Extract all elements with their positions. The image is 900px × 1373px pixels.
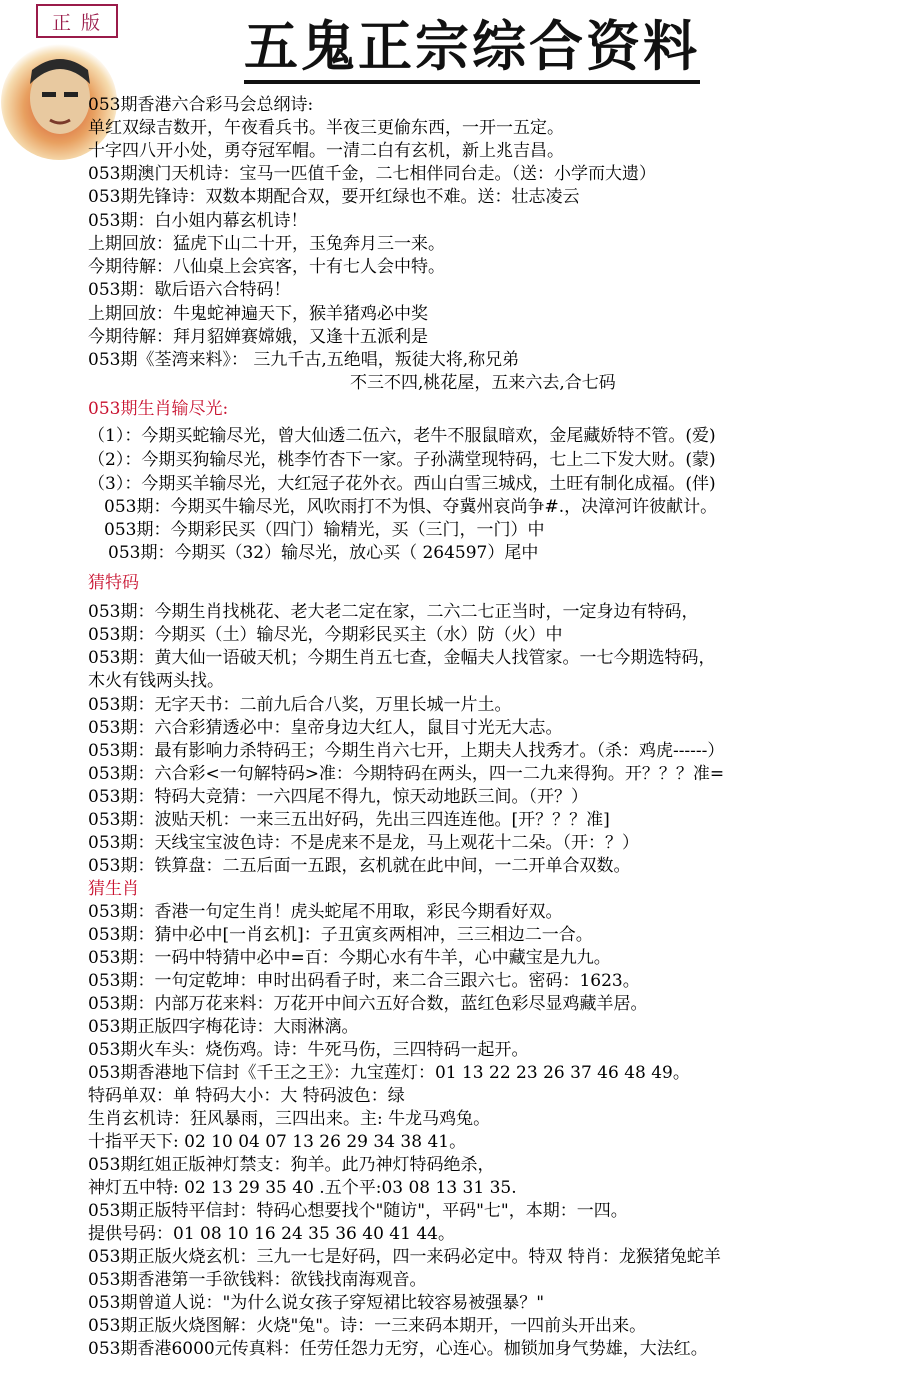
text-line: 053期红姐正版神灯禁支：狗羊。此乃神灯特码绝杀，	[88, 1155, 495, 1175]
text-line: 053期香港6000元传真料：任劳任怨力无穷，心连心。枷锁加身气势雄，大法红。	[88, 1339, 708, 1359]
text-line: 十指平天下: 02 10 04 07 13 26 29 34 38 41。	[88, 1132, 467, 1152]
text-line: 不三不四,桃花屋，五来六去,合七码	[350, 373, 616, 393]
text-line: 053期：歇后语六合特码！	[88, 280, 291, 300]
text-line: 053期曾道人说："为什么说女孩子穿短裙比较容易被强暴？"	[88, 1293, 545, 1313]
text-line: （3）：今期买羊输尽光，大红冠子花外衣。西山白雪三城戍，土旺有制化成福。(伴)	[88, 474, 716, 494]
text-line: 053期：一句定乾坤：申时出码看子时，来二合三跟六七。密码：1623。	[88, 971, 640, 991]
text-line: 053期正版特平信封：特码心想要找个"随访"，平码"七"，本期：一四。	[88, 1201, 628, 1221]
section-heading: 053期生肖输尽光:	[88, 399, 229, 419]
text-line: 053期火车头：烧伤鸡。诗：牛死马伤，三四特码一起开。	[88, 1040, 529, 1060]
text-line: 053期正版火烧玄机：三九一七是好码，四一来码必定中。特双 特肖：龙猴猪兔蛇羊	[88, 1247, 721, 1267]
text-line: 053期：今期买牛输尽光，风吹雨打不为惧、夺冀州哀尚争#.，决漳河许彼献计。	[104, 497, 718, 517]
text-line: 053期香港六合彩马会总纲诗:	[88, 95, 314, 115]
edition-badge: 正 版	[36, 4, 118, 38]
text-line: 十字四八开小处，勇夺冠军帽。一清二白有玄机，新上兆吉昌。	[88, 141, 564, 161]
text-line: 053期：香港一句定生肖！虎头蛇尾不用取，彩民今期看好双。	[88, 902, 563, 922]
text-line: 053期：内部万花来料：万花开中间六五好合数，蓝红色彩尽显鸡藏羊居。	[88, 994, 648, 1014]
text-line: 神灯五中特: 02 13 29 35 40 .五个平:03 08 13 31 35.	[88, 1178, 517, 1198]
text-line: （1）：今期买蛇输尽光，曾大仙透二伍六，老牛不服鼠暗欢，金尾藏娇特不管。(爱)	[88, 426, 716, 446]
text-line: 053期：六合彩猜透必中：皇帝身边大红人，鼠目寸光无大志。	[88, 718, 563, 738]
text-line: 053期先锋诗：双数本期配合双，要开红绿也不难。送：壮志凌云	[88, 187, 580, 207]
text-line: 上期回放：猛虎下山二十开，玉兔奔月三一来。	[88, 234, 445, 254]
text-line: 053期：今期买（土）输尽光，今期彩民买主（水）防（火）中	[88, 625, 563, 645]
text-line: 053期：白小姐内幕玄机诗！	[88, 211, 308, 231]
text-line: 提供号码：01 08 10 16 24 35 36 40 41 44。	[88, 1224, 455, 1244]
text-line: 单红双绿吉数开，午夜看兵书。半夜三更偷东西，一开一五定。	[88, 118, 564, 138]
section-heading: 猜生肖	[88, 879, 139, 899]
text-line: 053期：特码大竞猜：一六四尾不得九，惊天动地跃三间。（开？）	[88, 787, 588, 807]
text-line: 木火有钱两头找。	[88, 671, 224, 691]
text-line: 053期：天线宝宝波色诗：不是虎来不是龙，马上观花十二朵。（开：？）	[88, 833, 639, 853]
text-line: 053期《荃湾来料》： 三九千古,五绝唱，叛徒大将,称兄弟	[88, 350, 520, 370]
text-line: 053期：黄大仙一语破天机；今期生肖五七查，金幅夫人找管家。一七今期选特码，	[88, 648, 716, 668]
text-line: 053期：最有影响力杀特码王；今期生肖六七开，上期夫人找秀才。（杀：鸡虎------）	[88, 741, 725, 761]
text-line: 053期：今期买（32）输尽光，放心买（ 264597）尾中	[108, 543, 539, 563]
text-line: 053期：六合彩<一句解特码>准：今期特码在两头，四一二九来得狗。开？？？准=	[88, 764, 725, 784]
text-line: 生肖玄机诗：狂风暴雨，三四出来。主: 牛龙马鸡兔。	[88, 1109, 491, 1129]
text-line: 053期：猜中必中[一肖玄机]：子丑寅亥两相冲，三三相边二一合。	[88, 925, 593, 945]
text-line: 053期正版火烧图解：火烧"兔"。诗：一三来码本期开，一四前头开出来。	[88, 1316, 647, 1336]
text-line: 053期香港地下信封《千王之王》：九宝莲灯：01 13 22 23 26 37 46 48 49。	[88, 1063, 690, 1083]
text-line: 053期：铁算盘：二五后面一五跟，玄机就在此中间，一二开单合双数。	[88, 856, 631, 876]
text-line: 053期：一码中特猜中必中=百：今期心水有牛羊，心中藏宝是九九。	[88, 948, 611, 968]
text-line: 053期正版四字梅花诗：大雨淋漓。	[88, 1017, 359, 1037]
text-line: 053期：波贴天机：一来三五出好码，先出三四连连他。[开？？？准]	[88, 810, 610, 830]
text-line: 今期待解：拜月貂婵赛嫦娥，又逢十五派利是	[88, 327, 428, 347]
section-heading: 猜特码	[88, 573, 139, 593]
text-line: 053期：今期彩民买（四门）输精光，买（三门，一门）中	[104, 520, 545, 540]
text-line: （2）：今期买狗输尽光，桃李竹杏下一家。子孙满堂现特码，七上二下发大财。(蒙)	[88, 450, 716, 470]
text-line: 053期：无字天书：二前九后合八奖，万里长城一片土。	[88, 695, 512, 715]
text-line: 053期香港第一手欲钱料：欲钱找南海观音。	[88, 1270, 427, 1290]
text-line: 053期澳门天机诗：宝马一匹值千金，二七相伴同台走。（送：小学而大遗）	[88, 164, 656, 184]
page-title: 五鬼正宗综合资料	[244, 14, 700, 84]
text-line: 今期待解：八仙桌上会宾客，十有七人会中特。	[88, 257, 445, 277]
text-line: 特码单双：单 特码大小：大 特码波色：绿	[88, 1086, 405, 1106]
text-line: 上期回放：牛鬼蛇神遍天下，猴羊猪鸡必中奖	[88, 304, 428, 324]
text-line: 053期：今期生肖找桃花、老大老二定在家，二六二七正当时，一定身边有特码，	[88, 602, 699, 622]
